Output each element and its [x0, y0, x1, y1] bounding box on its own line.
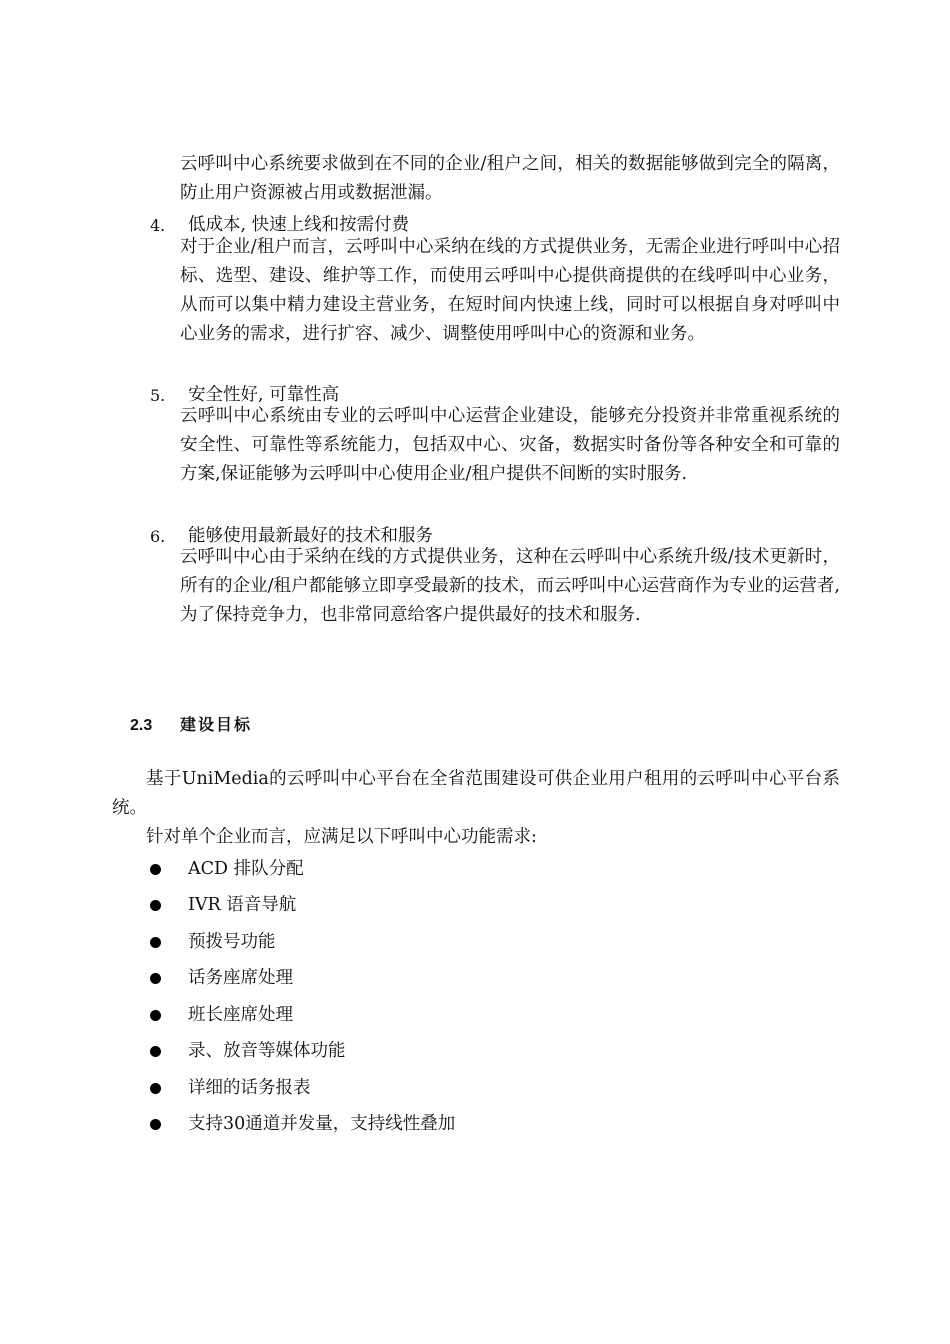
bullet-icon — [150, 900, 161, 911]
item-body: 云呼叫中心系统由专业的云呼叫中心运营企业建设，能够充分投资并非常重视系统的安全性、可靠性等系统能力，包括双中心、灾备，数据实时备份等各种安全和可靠的方案,保证能够为云呼叫中心使用企业/租户提供不间断的实时服务. — [180, 406, 840, 484]
continuation-paragraph: 云呼叫中心系统要求做到在不同的企业/租户之间，相关的数据能够做到完全的隔离，防止用户资源被占用或数据泄漏。 — [180, 154, 840, 203]
item-title: 能够使用最新最好的技术和服务 — [188, 526, 433, 546]
item-number: 4. — [150, 216, 166, 235]
bullet-icon — [150, 1046, 161, 1057]
list-item-text: 预拨号功能 — [188, 932, 276, 952]
bullet-icon — [150, 937, 161, 948]
list-item-text: 支持30通道并发量，支持线性叠加 — [188, 1114, 456, 1134]
list-item-text: IVR 语音导航 — [188, 895, 297, 915]
list-item-text: 录、放音等媒体功能 — [188, 1041, 346, 1061]
item-body: 云呼叫中心由于采纳在线的方式提供业务，这种在云呼叫中心系统升级/技术更新时，所有的企业/租户都能够立即享受最新的技术，而云呼叫中心运营商作为专业的运营者,为了保持竞争力，也非常同意给客户提供最好的技术和服务. — [180, 547, 840, 625]
section-heading — [130, 712, 252, 739]
intro-paragraph: 基于UniMedia的云呼叫中心平台在全省范围建设可供企业用户租用的云呼叫中心平台系统。 — [112, 769, 840, 818]
bullet-icon — [150, 864, 161, 875]
list-item-text: 详细的话务报表 — [188, 1078, 311, 1098]
list-item-text: 话务座席处理 — [188, 968, 293, 988]
item-title: 安全性好, 可靠性高 — [188, 385, 340, 405]
item-number: 6. — [150, 527, 166, 546]
item-number: 5. — [150, 386, 166, 405]
item-body: 对于企业/租户而言，云呼叫中心采纳在线的方式提供业务，无需企业进行呼叫中心招标、选型、建设、维护等工作，而使用云呼叫中心提供商提供的在线呼叫中心业务，从而可以集中精力建设主营业务，在短时间内快速上线，同时可以根据自身对呼叫中心业务的需求，进行扩容、减少、调整使用呼叫中心的资源和业务。 — [180, 237, 840, 344]
list-item-text: ACD 排队分配 — [188, 859, 304, 879]
item-title: 低成本, 快速上线和按需付费 — [188, 215, 410, 235]
section-title: 建设目标 — [180, 715, 253, 734]
bullet-icon — [150, 1010, 161, 1021]
bullet-icon — [150, 1119, 161, 1130]
intro-paragraph: 针对单个企业而言，应满足以下呼叫中心功能需求: — [146, 827, 537, 847]
section-number: 2.3 — [130, 717, 153, 734]
list-item-text: 班长座席处理 — [188, 1005, 293, 1025]
bullet-icon — [150, 973, 161, 984]
bullet-icon — [150, 1083, 161, 1094]
